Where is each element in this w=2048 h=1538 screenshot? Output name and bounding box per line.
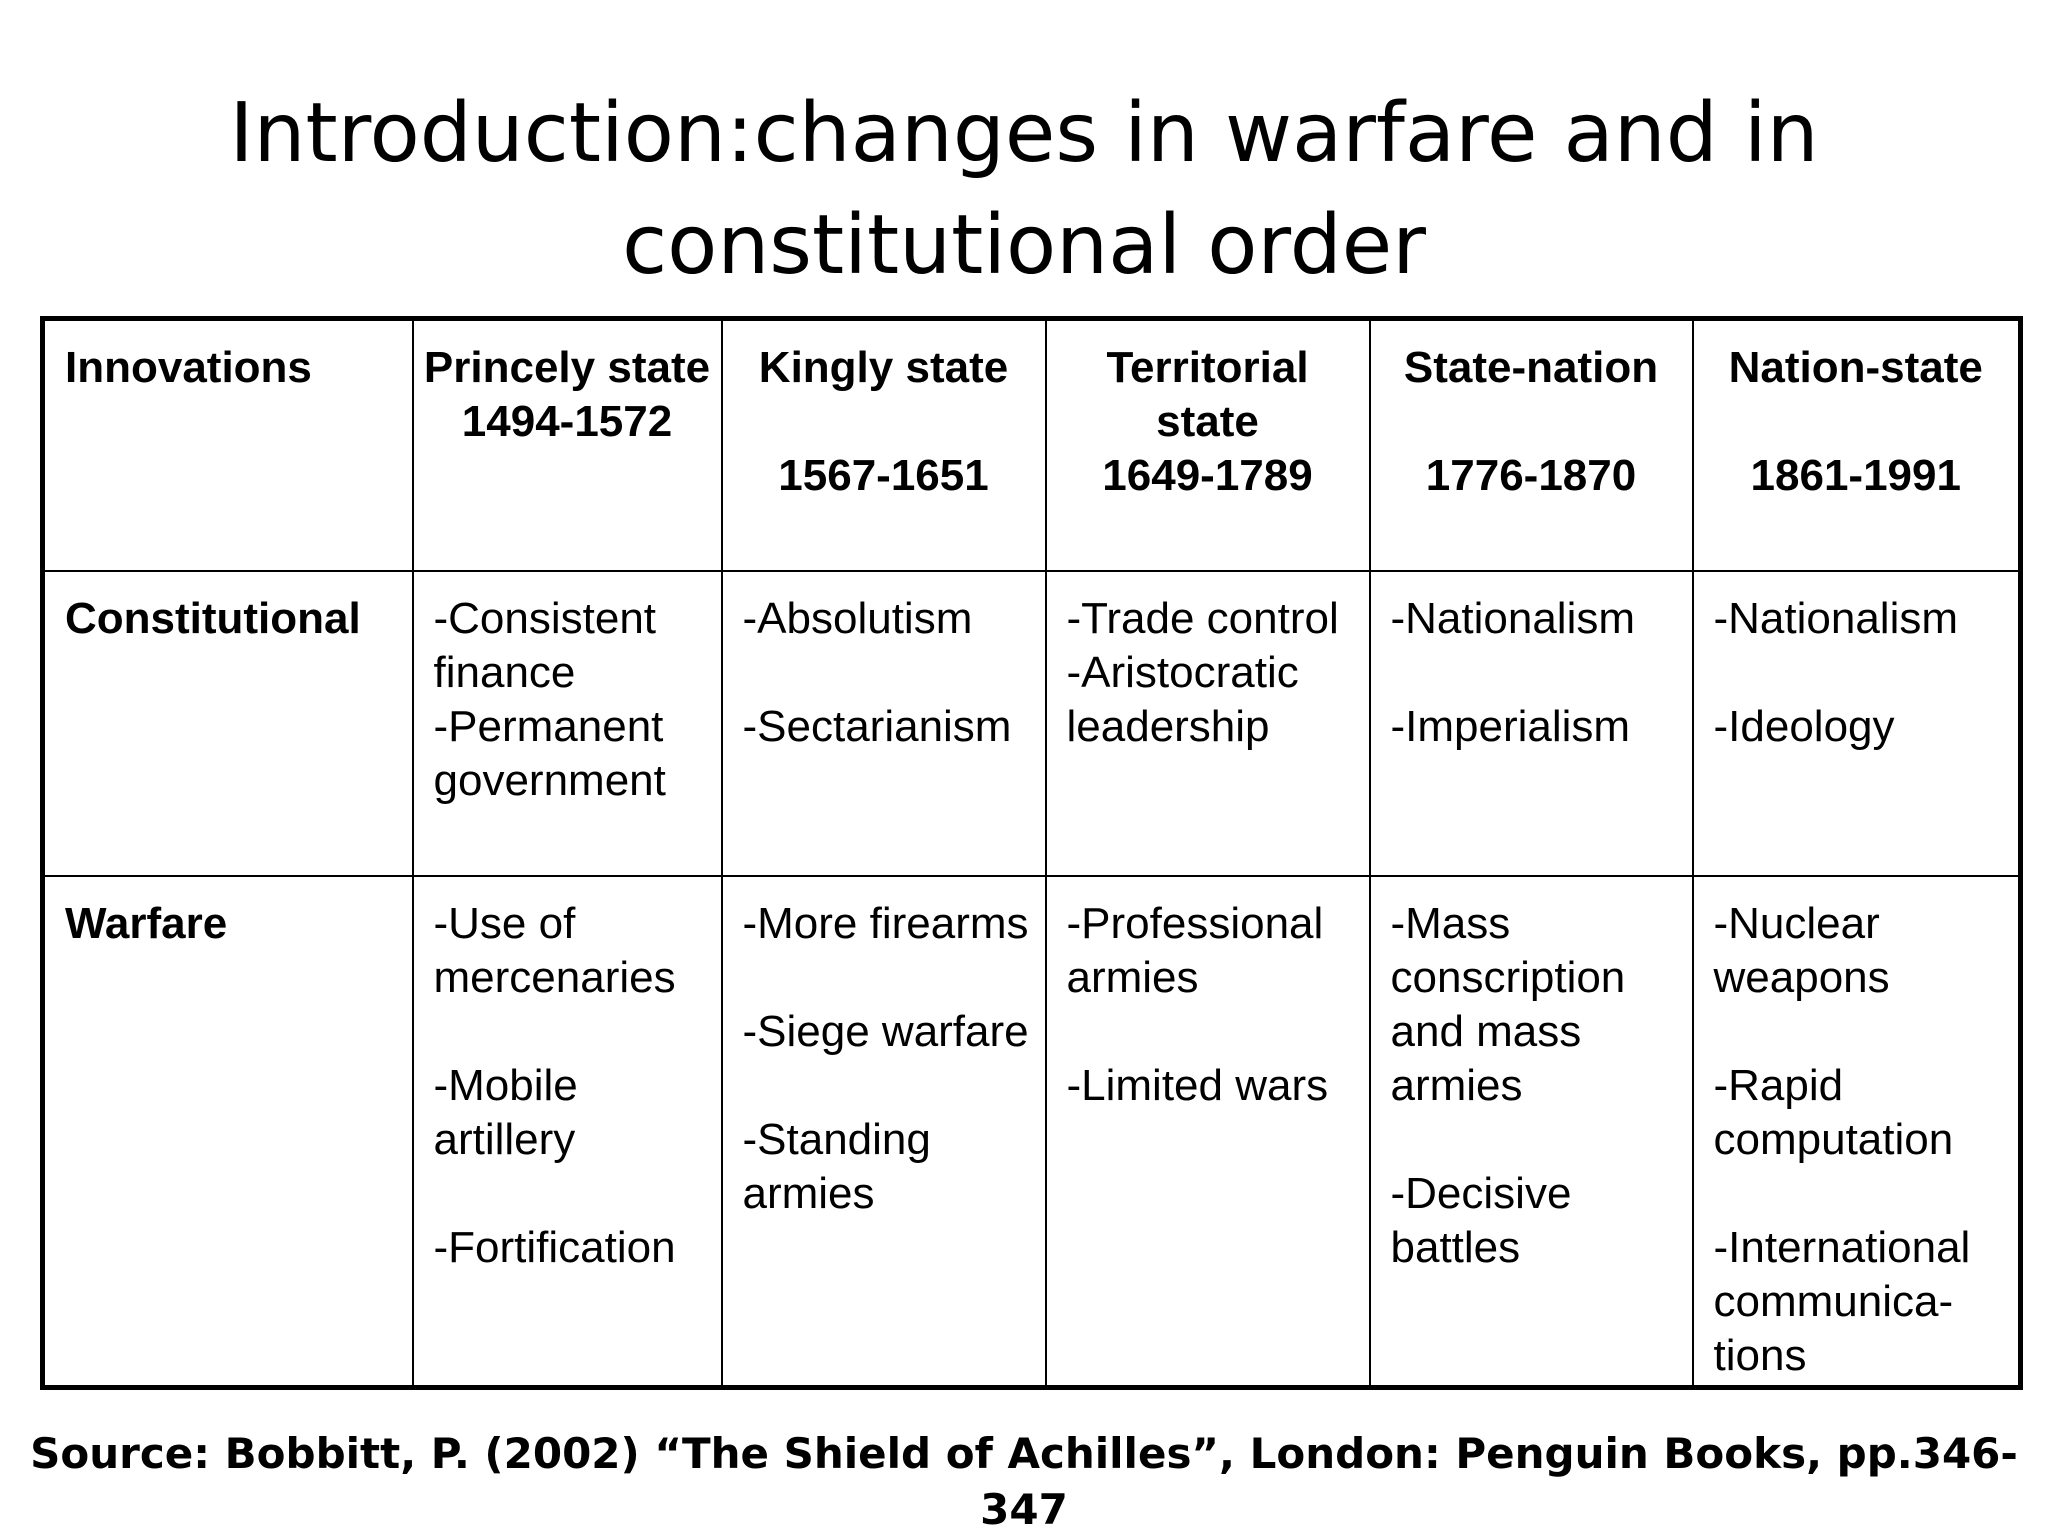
table-cell [413,876,722,1388]
row-label-constitutional: Constitutional [43,571,413,876]
source-citation: Source: Bobbitt, P. (2002) “The Shield of Achilles”, London: Penguin Books, pp.346-347 [30,1429,2018,1534]
table-cell [413,571,722,876]
period-name: Princely state [423,343,711,392]
cell-item: -Siege warfare [742,1006,1029,1056]
period-name: Nation-state [1728,343,1983,392]
cell-item: -Rapid computation [1713,1060,1954,1164]
cell-item: -International communica-tions [1713,1222,1971,1380]
cell-item: -Use of mercenaries [433,898,676,1002]
corner-header-cell: Innovations [43,319,413,571]
cell-item: -Mass conscription and mass armies [1390,898,1626,1110]
table-cell [722,876,1046,1388]
cell-item: -Nuclear weapons [1713,898,1890,1002]
cell-item: -Limited wars [1066,1060,1329,1110]
cell-item: -Permanent government [433,701,666,805]
period-years: 1649-1789 [1102,451,1313,500]
cell-item: -Imperialism [1390,701,1631,751]
period-years: 1494-1572 [461,397,673,446]
cell-item: -Nationalism [1713,593,1959,643]
table-row-constitutional [43,571,2021,876]
cell-item: -Nationalism [1390,593,1636,643]
period-header-princely [413,319,722,571]
cell-item: -Mobile artillery [433,1060,578,1164]
table-header-row [43,319,2021,571]
cell-item: -Aristocratic leadership [1066,647,1299,751]
table-cell [1693,876,2021,1388]
cell-item: -More firearms [742,898,1029,948]
cell-item: -Professional armies [1066,898,1324,1002]
period-name: State-nation [1403,343,1659,392]
table-row-warfare [43,876,2021,1388]
period-years: 1861-1991 [1750,451,1961,500]
cell-item: -Ideology [1713,701,1895,751]
period-header-nation-state [1693,319,2021,571]
row-label-warfare: Warfare [43,876,413,1388]
slide-title [0,78,2048,302]
cell-item: -Decisive battles [1390,1168,1572,1272]
cell-item: -Consistent finance [433,593,657,697]
period-years: 1776-1870 [1425,451,1637,500]
cell-item: -Fortification [433,1222,676,1272]
period-header-territorial [1046,319,1370,571]
period-name: Territorial state [1106,343,1309,446]
table-cell [1046,571,1370,876]
cell-item: -Trade control [1066,593,1339,643]
innovations-table [40,316,2023,1390]
table-cell [722,571,1046,876]
table-cell [1370,571,1693,876]
slide-title-line-1: Introduction:changes in warfare and in [229,86,1819,181]
table-cell [1370,876,1693,1388]
cell-item: -Absolutism [742,593,973,643]
cell-item: -Standing armies [742,1114,931,1218]
cell-item: -Sectarianism [742,701,1012,751]
slide-title-line-2: constitutional order [622,198,1426,293]
table-cell [1046,876,1370,1388]
period-name: Kingly state [758,343,1009,392]
period-years: 1567-1651 [778,451,989,500]
table-cell [1693,571,2021,876]
period-header-kingly [722,319,1046,571]
period-header-state-nation [1370,319,1693,571]
